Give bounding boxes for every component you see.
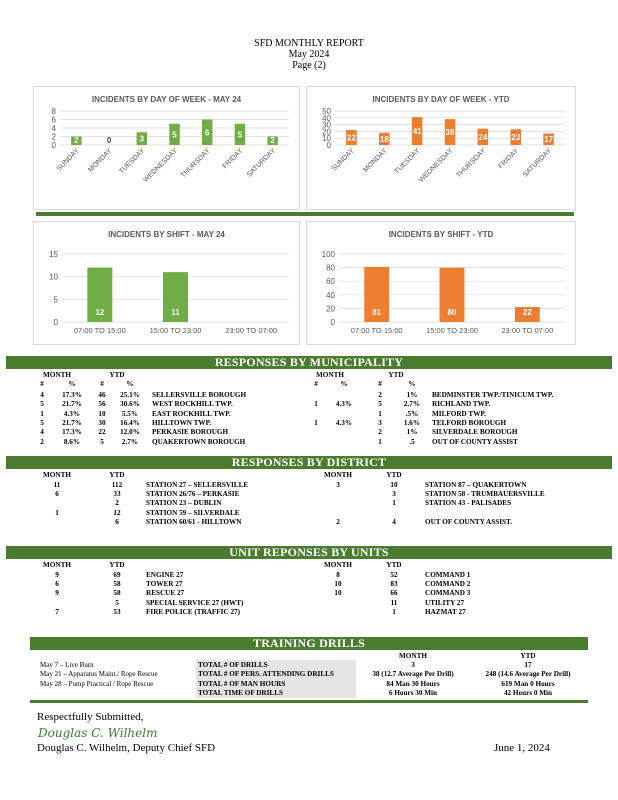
data-label: 12 — [95, 308, 105, 317]
data-label: 23 — [511, 133, 521, 143]
y-tick-label: 80 — [326, 263, 335, 273]
col-header-ytd: YTD — [386, 561, 402, 569]
drill-item: May 21 – Apparatus Maint./ Rope Rescue — [40, 670, 158, 679]
chart-title: INCIDENTS BY DAY OF WEEK - YTD — [372, 95, 510, 104]
unit-month: 10 — [334, 580, 342, 589]
district-ytd: 112 — [111, 481, 123, 489]
training-row-label: TOTAL # OF MAN HOURS — [198, 679, 286, 688]
y-tick-label: 10 — [49, 272, 58, 282]
district-name: OUT OF COUNTY ASSIST. — [425, 517, 513, 526]
unit-month: 8 — [336, 571, 340, 579]
col-header: % — [340, 380, 348, 388]
x-tick-label: SATURDAY — [521, 147, 553, 179]
municipality-value: 4.3% — [335, 418, 353, 427]
submitted-text: Respectfully Submitted, — [37, 711, 144, 723]
data-label: 80 — [447, 308, 457, 317]
district-name: STATION 43 - PALISADES — [425, 499, 512, 508]
chart-svg — [34, 87, 299, 209]
data-label: 38 — [445, 128, 455, 138]
unit-ytd: 1 — [392, 607, 396, 616]
y-tick-label: 15 — [49, 250, 58, 259]
municipality-value: 16.4% — [120, 418, 140, 427]
municipality-value: 1 — [314, 418, 318, 427]
district-ytd: 4 — [392, 517, 396, 526]
x-tick-label: 23:00 TO 07:00 — [225, 326, 278, 335]
district-ytd: 6 — [115, 517, 119, 526]
y-tick-label: 0 — [51, 141, 56, 150]
x-tick-label: 07:00 TO 15:00 — [73, 326, 126, 335]
municipality-value: 1.6% — [403, 418, 421, 427]
municipality-value: 1 — [378, 409, 382, 418]
unit-month: 10 — [334, 589, 342, 598]
data-label: 3 — [139, 134, 145, 144]
training-ytd-value: 619 Man 0 Hours — [501, 679, 555, 688]
data-label: 11 — [171, 308, 180, 317]
col-header-month: MONTH — [43, 371, 71, 379]
x-tick-label: SATURDAY — [245, 147, 278, 179]
training-bottom-rule — [30, 700, 588, 703]
municipality-name: EAST ROCKHILL TWP. — [152, 409, 231, 418]
municipality-value: 46 — [98, 391, 106, 399]
municipality-value: 5.5% — [121, 409, 139, 418]
municipality-name: SILVERDALE BOROUGH — [432, 428, 518, 437]
district-ytd: 10 — [390, 481, 398, 489]
district-name: STATION 27 – SELLERSVILLE — [146, 481, 249, 489]
drill-item: May 7 – Live Burn — [40, 661, 94, 669]
unit-ytd: 58 — [113, 589, 121, 598]
unit-month: 7 — [55, 607, 59, 616]
y-tick-label: 20 — [326, 304, 335, 314]
unit-ytd: 11 — [390, 598, 398, 607]
training-ytd-value: 17 — [524, 661, 532, 669]
municipality-value: 17.3% — [62, 428, 82, 437]
unit-name: SPECIAL SERVICE 27 (HWT) — [146, 598, 244, 607]
municipality-value: 21.7% — [62, 400, 82, 409]
district-ytd: 2 — [115, 499, 119, 508]
data-label: 22 — [522, 308, 532, 317]
municipality-name: TELFORD BOROUGH — [432, 418, 507, 427]
district-ytd: 33 — [113, 490, 121, 499]
municipality-value: 4 — [40, 391, 44, 399]
unit-month: 6 — [55, 580, 59, 589]
col-header-ytd: YTD — [109, 371, 125, 379]
col-header-month: MONTH — [324, 561, 352, 569]
unit-ytd: 66 — [390, 589, 398, 598]
training-ytd-value: 248 (14.6 Average Per Drill) — [485, 670, 571, 679]
district-month: 11 — [53, 481, 61, 489]
x-tick-label: THURSDAY — [455, 147, 488, 180]
unit-name: FIRE POLICE (TRAFFIC 27) — [146, 607, 241, 616]
district-month: 2 — [336, 517, 340, 526]
municipality-value: 5 — [40, 400, 44, 409]
data-label: 0 — [106, 136, 112, 145]
municipality-section-title: RESPONSES BY MUNICIPALITY — [6, 356, 612, 369]
x-tick-label: 07:00 TO 15:00 — [350, 326, 403, 335]
col-header-ytd: YTD — [386, 471, 402, 479]
unit-name: RESCUE 27 — [146, 589, 185, 598]
unit-name: UTILITY 27 — [425, 598, 465, 607]
municipality-value: 2 — [378, 391, 382, 399]
col-header-month: MONTH — [43, 471, 71, 479]
chart-title: INCIDENTS BY SHIFT - YTD — [388, 230, 494, 239]
municipality-value: 5 — [40, 418, 44, 427]
data-label: 41 — [412, 127, 422, 137]
district-section-title: RESPONSES BY DISTRICT — [6, 456, 612, 469]
report-page: Page (2) — [292, 60, 326, 71]
unit-name: ENGINE 27 — [146, 571, 184, 579]
unit-ytd: 5 — [115, 598, 119, 607]
unit-ytd: 58 — [113, 580, 121, 589]
municipality-value: 1 — [40, 409, 44, 418]
municipality-value: .5% — [405, 409, 419, 418]
report-month: May 2024 — [288, 49, 330, 60]
municipality-value: 2.7% — [403, 400, 421, 409]
chart-svg — [307, 87, 575, 209]
y-tick-label: 50 — [322, 107, 331, 116]
col-header-ytd: YTD — [388, 371, 404, 379]
chart-title: INCIDENTS BY SHIFT - MAY 24 — [108, 230, 225, 239]
unit-ytd: 83 — [390, 580, 398, 589]
municipality-name: HILLTOWN TWP. — [152, 418, 212, 427]
y-tick-label: 60 — [326, 277, 335, 287]
x-tick-label: 23:00 TO 07:00 — [501, 326, 554, 335]
district-month: 6 — [55, 490, 59, 499]
col-header-month: MONTH — [43, 561, 71, 569]
x-tick-label: 15:00 TO 23:00 — [149, 326, 202, 335]
municipality-value: 4 — [40, 428, 44, 437]
col-header: # — [378, 380, 382, 388]
x-tick-label: SUNDAY — [55, 147, 81, 173]
x-tick-label: WEDNESDAY — [142, 147, 179, 184]
municipality-name: MILFORD TWP. — [432, 409, 486, 418]
y-tick-label: 100 — [321, 250, 335, 259]
y-tick-label: 0 — [330, 318, 335, 327]
data-label: 22 — [346, 133, 356, 143]
district-name: STATION 87 – QUAKERTOWN — [425, 481, 527, 489]
district-month: 3 — [336, 481, 340, 489]
unit-name: TOWER 27 — [146, 580, 183, 589]
municipality-value: 5 — [100, 437, 104, 446]
y-tick-label: 5 — [53, 295, 58, 305]
y-tick-label: 10 — [322, 134, 331, 144]
municipality-value: 2 — [378, 428, 382, 437]
col-header: % — [68, 380, 76, 388]
col-header: # — [314, 380, 318, 388]
chart-shift-month — [33, 221, 300, 345]
data-label: 81 — [372, 308, 382, 317]
municipality-value: 21.7% — [62, 418, 82, 427]
district-name: STATION 58 - TRUMBAUERSVILLE — [425, 490, 545, 499]
data-label: 6 — [204, 128, 210, 138]
unit-name: COMMAND 1 — [425, 571, 471, 579]
y-tick-label: 4 — [51, 124, 56, 133]
data-label: 2 — [74, 136, 79, 145]
municipality-value: 25.1% — [120, 391, 140, 399]
data-label: 17 — [544, 135, 554, 145]
municipality-name: QUAKERTOWN BOROUGH — [152, 437, 246, 446]
data-label: 24 — [478, 132, 488, 142]
municipality-name: WEST ROCKHILL TWP. — [152, 400, 233, 409]
municipality-value: 5 — [378, 400, 382, 409]
municipality-value: 4.3% — [335, 400, 353, 409]
report-title: SFD MONTHLY REPORT — [254, 38, 364, 49]
training-row-label: TOTAL # OF DRILLS — [198, 661, 268, 669]
municipality-name: PERKASIE BOROUGH — [152, 428, 229, 437]
col-header-month: MONTH — [399, 652, 427, 660]
municipality-value: 56 — [98, 400, 106, 409]
unit-name: COMMAND 2 — [425, 580, 471, 589]
district-ytd: 12 — [113, 508, 121, 517]
training-row-label: TOTAL TIME OF DRILLS — [198, 688, 284, 697]
municipality-value: 2.7% — [121, 437, 139, 446]
municipality-value: 22 — [98, 428, 106, 437]
units-section-title: UNIT REPONSES BY UNITS — [6, 546, 612, 559]
col-header: # — [100, 380, 104, 388]
data-label: 5 — [237, 130, 243, 140]
drill-item: May 28 – Pump Practical / Rope Rescue — [40, 679, 154, 688]
unit-month: 9 — [55, 571, 59, 579]
data-label: 2 — [270, 136, 275, 145]
y-tick-label: 20 — [322, 127, 331, 137]
municipality-value: 30.6% — [120, 400, 140, 409]
training-ytd-value: 42 Hours 0 Min — [503, 688, 553, 697]
municipality-name: RICHLAND TWP. — [432, 400, 491, 409]
chart-svg — [34, 222, 299, 344]
district-name: STATION 23 – DUBLIN — [146, 499, 222, 508]
x-tick-label: FRIDAY — [497, 147, 521, 171]
municipality-value: 4.3% — [63, 409, 81, 418]
district-ytd: 1 — [392, 499, 396, 508]
x-tick-label: FRIDAY — [221, 147, 245, 171]
training-month-value: 84 Man 30 Hours — [386, 679, 440, 688]
training-month-value: 38 (12.7 Average Per Drill) — [372, 670, 454, 679]
y-tick-label: 2 — [51, 132, 56, 142]
signer-name: Douglas C. Wilhelm, Deputy Chief SFD — [37, 742, 216, 754]
y-tick-label: 0 — [326, 141, 331, 150]
y-tick-label: 6 — [51, 115, 56, 125]
municipality-value: 1 — [314, 400, 318, 409]
col-header-ytd: YTD — [109, 561, 125, 569]
col-header-month: MONTH — [316, 371, 344, 379]
municipality-value: 8.6% — [63, 437, 81, 446]
municipality-name: SELLERSVILLE BOROUGH — [152, 391, 247, 399]
district-ytd: 3 — [392, 490, 396, 499]
unit-ytd: 69 — [113, 571, 121, 579]
chart-svg — [307, 222, 575, 344]
district-name: STATION 26/76 – PERKASIE — [146, 490, 240, 499]
municipality-value: 1% — [406, 391, 418, 399]
training-row-label: TOTAL # OF PERS. ATTENDING DRILLS — [198, 670, 334, 679]
col-header-month: MONTH — [324, 471, 352, 479]
x-tick-label: TUESDAY — [393, 147, 422, 176]
chart-shift-ytd — [306, 221, 576, 345]
divider — [36, 212, 574, 216]
y-tick-label: 0 — [53, 318, 58, 327]
x-tick-label: WEDNESDAY — [417, 147, 455, 184]
x-tick-label: 15:00 TO 23:00 — [426, 326, 478, 335]
signature: Douglas C. Wilhelm — [38, 726, 158, 740]
municipality-value: 1 — [378, 437, 382, 446]
x-tick-label: TUESDAY — [118, 147, 147, 176]
x-tick-label: MONDAY — [362, 147, 389, 174]
chart-day-of-week-month — [33, 86, 300, 210]
unit-name: HAZMAT 27 — [425, 607, 466, 616]
report-date: June 1, 2024 — [494, 742, 550, 754]
municipality-value: 17.3% — [62, 391, 82, 399]
y-tick-label: 30 — [322, 120, 331, 130]
district-name: STATION 59 – SILVERDALE — [146, 508, 240, 517]
x-tick-label: THURSDAY — [179, 147, 212, 180]
municipality-value: .5 — [409, 437, 415, 446]
unit-ytd: 52 — [390, 571, 398, 579]
training-section-title: TRAINING DRILLS — [30, 637, 588, 650]
unit-month: 9 — [55, 589, 59, 598]
chart-title: INCIDENTS BY DAY OF WEEK - MAY 24 — [91, 95, 242, 104]
col-header-ytd: YTD — [520, 652, 536, 660]
unit-name: COMMAND 3 — [425, 589, 471, 598]
municipality-value: 3 — [378, 418, 382, 427]
unit-ytd: 53 — [113, 607, 121, 616]
data-label: 5 — [172, 130, 177, 140]
district-name: STATION 60/61 - HILLTOWN — [146, 517, 242, 526]
y-tick-label: 40 — [326, 290, 335, 300]
col-header: # — [40, 380, 44, 388]
municipality-value: 10 — [98, 409, 106, 418]
training-month-value: 3 — [411, 661, 415, 669]
data-label: 18 — [379, 134, 389, 144]
col-header: % — [126, 380, 134, 388]
municipality-value: 12.0% — [120, 428, 140, 437]
district-month: 1 — [55, 508, 59, 517]
municipality-value: 2 — [40, 437, 44, 446]
training-month-value: 6 Hours 30 Min — [388, 688, 438, 697]
y-tick-label: 40 — [322, 113, 331, 123]
x-tick-label: SUNDAY — [330, 147, 356, 173]
col-header-ytd: YTD — [109, 471, 125, 479]
x-tick-label: MONDAY — [87, 147, 114, 174]
municipality-value: 30 — [98, 418, 106, 427]
municipality-name: BEDMINSTER TWP./TINICUM TWP. — [432, 391, 554, 399]
col-header: % — [408, 380, 416, 388]
municipality-name: OUT OF COUNTY ASSIST — [432, 437, 518, 446]
chart-day-of-week-ytd — [306, 86, 576, 210]
municipality-value: 1% — [406, 428, 418, 437]
y-tick-label: 8 — [51, 107, 56, 116]
